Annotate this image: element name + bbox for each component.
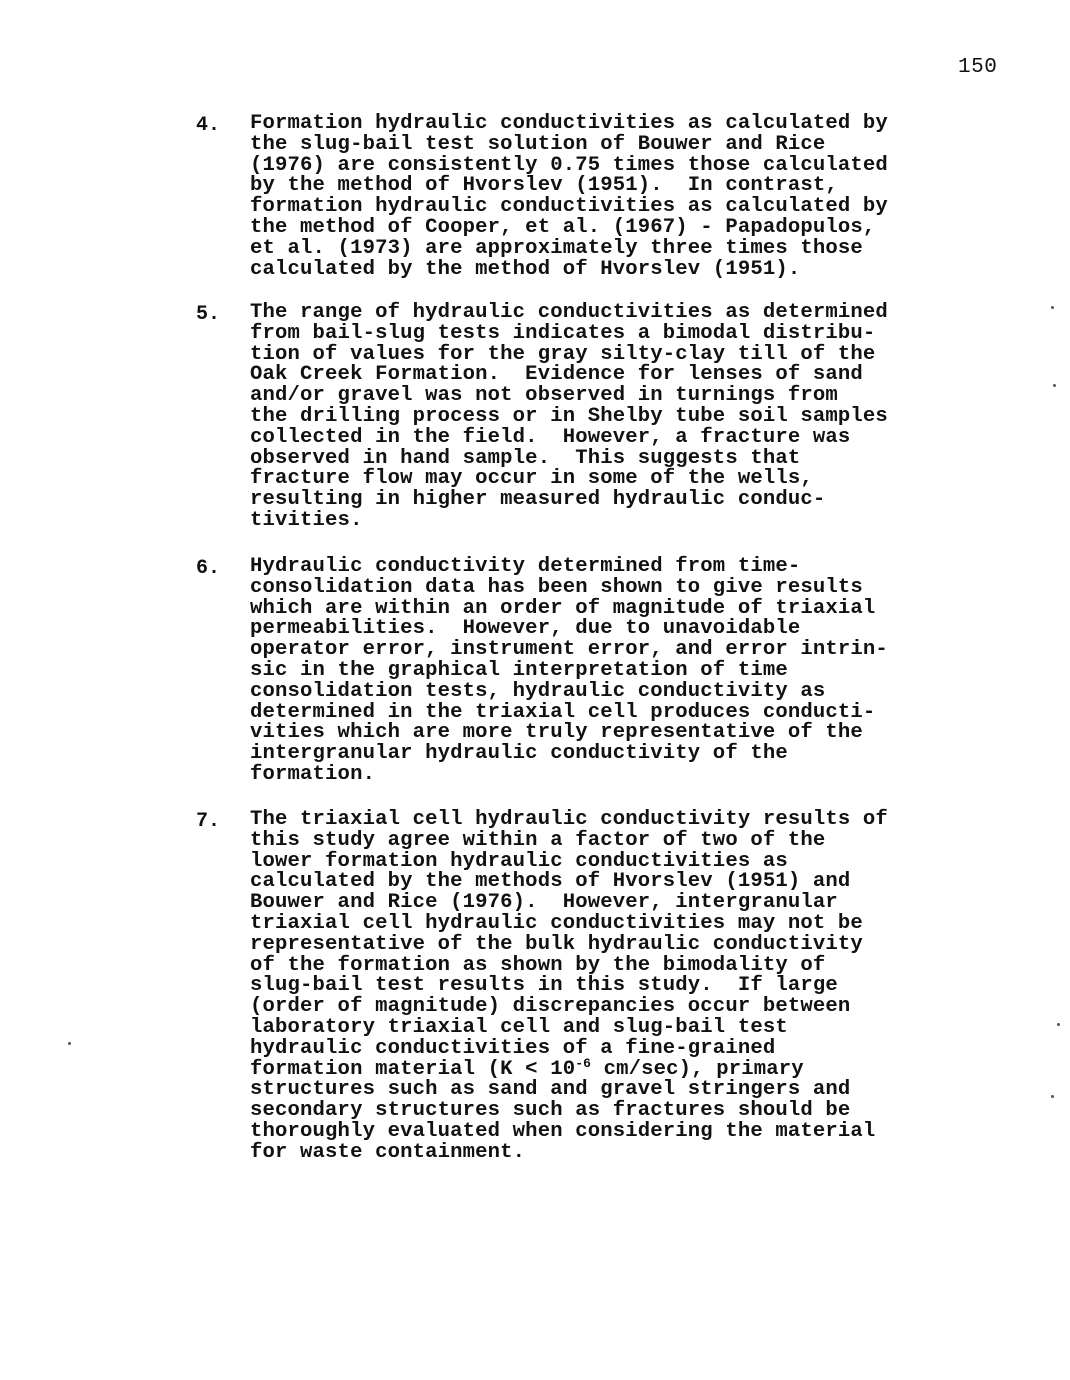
scan-speck xyxy=(1051,1095,1054,1098)
text-line: hydraulic conductivities of a fine-grained xyxy=(250,1036,776,1060)
text-line: et al. (1973) are approximately three times those xyxy=(250,236,863,260)
text-line: tion of values for the gray silty-clay till of the xyxy=(250,342,876,366)
text-line: calculated by the method of Hvorslev (1951). xyxy=(250,257,801,281)
text-line: consolidation data has been shown to give results xyxy=(250,575,863,599)
text-line: the method of Cooper, et al. (1967) - Papadopulos, xyxy=(250,215,876,239)
text-line: the slug-bail test solution of Bouwer and Rice xyxy=(250,132,826,156)
text-line: Bouwer and Rice (1976). However, intergranular xyxy=(250,891,838,915)
text-line: the drilling process or in Shelby tube soil samples xyxy=(250,404,888,428)
text-line: secondary structures such as fractures should be xyxy=(250,1099,851,1123)
text-line: operator error, instrument error, and error intrin- xyxy=(250,638,888,662)
text-line: this study agree within a factor of two of the xyxy=(250,828,826,852)
text-line: Oak Creek Formation. Evidence for lenses of sand xyxy=(250,363,863,387)
text-line: consolidation tests, hydraulic conductivity as xyxy=(250,679,826,703)
text-line: of the formation as shown by the bimodality of xyxy=(250,953,826,977)
text-line: resulting in higher measured hydraulic conduc- xyxy=(250,488,826,512)
text-line: which are within an order of magnitude of triaxial xyxy=(250,596,876,620)
page-number: 150 xyxy=(958,56,998,79)
text-line: calculated by the methods of Hvorslev (1951) and xyxy=(250,870,851,894)
text-line: vities which are more truly representative of the xyxy=(250,721,863,745)
scan-speck xyxy=(1051,306,1054,309)
text-line: sic in the graphical interpretation of time xyxy=(250,658,788,682)
text-line: slug-bail test results in this study. If large xyxy=(250,974,838,998)
item-text xyxy=(250,557,888,786)
text-line: permeabilities. However, due to unavoidable xyxy=(250,617,801,641)
scan-speck xyxy=(68,1042,71,1045)
formula-text-after: cm/sec), primary xyxy=(591,1057,804,1081)
text-line: representative of the bulk hydraulic conductivity xyxy=(250,932,863,956)
text-line: The range of hydraulic conductivities as determined xyxy=(250,301,888,324)
scan-speck xyxy=(1057,1023,1060,1026)
text-line: determined in the triaxial cell produces conducti- xyxy=(250,700,876,724)
item-number: 7. xyxy=(196,810,221,833)
item-number: 4. xyxy=(196,114,221,137)
text-line: The triaxial cell hydraulic conductivity results of xyxy=(250,808,888,831)
text-line: Formation hydraulic conductivities as calculated by xyxy=(250,112,888,135)
formula-text-before: formation material (K < 10 xyxy=(250,1057,576,1081)
text-line: structures such as sand and gravel stringers and xyxy=(250,1078,851,1102)
text-line: formation. xyxy=(250,762,376,786)
text-line: tivities. xyxy=(250,508,363,532)
formula-exponent: -6 xyxy=(575,1055,592,1071)
text-line: intergranular hydraulic conductivity of the xyxy=(250,742,788,766)
text-line: observed in hand sample. This suggests that xyxy=(250,446,801,470)
text-line: laboratory triaxial cell and slug-bail test xyxy=(250,1015,788,1039)
text-line: (order of magnitude) discrepancies occur between xyxy=(250,995,851,1019)
text-line: formation hydraulic conductivities as calculated by xyxy=(250,195,888,219)
formula-line xyxy=(250,1055,888,1081)
text-line: lower formation hydraulic conductivities as xyxy=(250,849,788,873)
text-line: triaxial cell hydraulic conductivities may not be xyxy=(250,911,863,935)
text-line: by the method of Hvorslev (1951). In contrast, xyxy=(250,174,838,198)
text-line: collected in the field. However, a fracture was xyxy=(250,425,851,449)
item-number: 5. xyxy=(196,303,221,326)
text-line: (1976) are consistently 0.75 times those calculated xyxy=(250,153,888,177)
text-line: from bail-slug tests indicates a bimodal distribu- xyxy=(250,321,876,345)
item-text xyxy=(250,303,888,532)
text-line: fracture flow may occur in some of the wells, xyxy=(250,467,813,491)
text-line: for waste containment. xyxy=(250,1140,526,1164)
text-line: and/or gravel was not observed in turnings from xyxy=(250,384,838,408)
text-line: thoroughly evaluated when considering the material xyxy=(250,1119,876,1143)
scan-speck xyxy=(1053,384,1056,387)
item-number: 6. xyxy=(196,557,221,580)
item-text xyxy=(250,810,888,1164)
item-text xyxy=(250,114,888,280)
text-line: Hydraulic conductivity determined from time- xyxy=(250,555,801,578)
